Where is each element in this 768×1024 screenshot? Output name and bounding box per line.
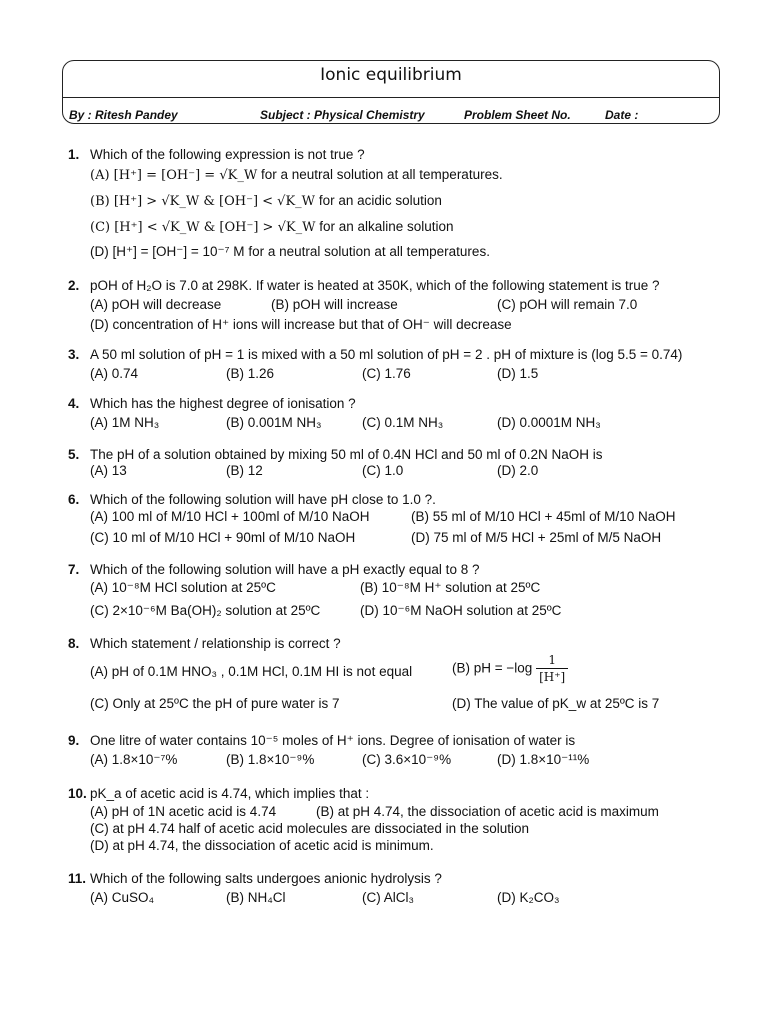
option-b (452, 652, 568, 685)
option-a: (A) CuSO₄ (90, 890, 155, 905)
question-number: 11. (68, 871, 87, 886)
option-d: (D) 75 ml of M/5 HCl + 25ml of M/5 NaOH (411, 530, 662, 545)
option-c: (C) at pH 4.74 half of acetic acid molecules are dissociated in the solution (90, 821, 529, 836)
option-c: (C) 3.6×10⁻⁹% (362, 752, 452, 767)
option-a: (A) 10⁻⁸M HCl solution at 25ºC (90, 580, 276, 595)
question-number: 10. (68, 786, 87, 801)
option-d: (D) 0.0001M NH₃ (497, 415, 601, 430)
option-desc: for a neutral solution at all temperatures. (248, 244, 490, 259)
option-a: (A) 0.74 (90, 366, 139, 381)
option-a: (A) pH of 0.1M HNO₃ , 0.1M HCl, 0.1M HI is not equal (90, 664, 413, 679)
option-d: (D) 1.8×10⁻¹¹% (497, 752, 590, 767)
option-b: (B) 1.8×10⁻⁹% (226, 752, 315, 767)
question-text: One litre of water contains 10⁻⁵ moles of H⁺ ions. Degree of ionisation of water is (90, 733, 576, 748)
option-c: (C) Only at 25ºC the pH of pure water is 7 (90, 696, 340, 711)
option-b (90, 191, 442, 212)
option-d: (D) concentration of H⁺ ions will increase but that of OH⁻ will decrease (90, 317, 512, 332)
option-label: (C) [H⁺] < √K_W & [OH⁻] > √K_W (90, 220, 316, 235)
question-text: pOH of H₂O is 7.0 at 298K. If water is heated at 350K, which of the following statement is true ? (90, 278, 660, 293)
option-c: (C) 10 ml of M/10 HCl + 90ml of M/10 NaOH (90, 530, 356, 545)
header-divider (63, 97, 719, 98)
option-a: (A) pOH will decrease (90, 297, 222, 312)
question-text: Which of the following expression is not true ? (90, 147, 365, 162)
option-a (90, 165, 503, 186)
option-c: (C) 1.76 (362, 366, 411, 381)
option-label: (A) [H⁺] = [OH⁻] = √K_W (90, 168, 258, 183)
question-text: Which of the following solution will have a pH exactly equal to 8 ? (90, 562, 480, 577)
question-text: Which has the highest degree of ionisation ? (90, 396, 356, 411)
option-label: (D) [H⁺] = [OH⁻] = 10⁻⁷ M (90, 244, 245, 259)
option-a: (A) 13 (90, 463, 127, 478)
question-text: Which of the following salts undergoes anionic hydrolysis ? (90, 871, 442, 886)
option-d: (D) at pH 4.74, the dissociation of acetic acid is minimum. (90, 838, 434, 853)
question-number: 5. (68, 447, 80, 462)
question-number: 6. (68, 492, 80, 507)
question-number: 1. (68, 147, 80, 162)
option-b: (B) 1.26 (226, 366, 275, 381)
option-c (90, 217, 454, 238)
option-a: (A) 1.8×10⁻⁷% (90, 752, 178, 767)
author-label: By : Ritesh Pandey (69, 108, 178, 122)
option-b: (B) at pH 4.74, the dissociation of acetic acid is maximum (316, 804, 659, 819)
fraction-denominator: [H⁺] (539, 670, 566, 684)
option-d: (D) 10⁻⁶M NaOH solution at 25ºC (360, 603, 562, 618)
option-b: (B) NH₄Cl (226, 890, 286, 905)
option-b: (B) 10⁻⁸M H⁺ solution at 25ºC (360, 580, 541, 595)
fraction (536, 652, 568, 685)
option-label: (B) [H⁺] > √K_W & [OH⁻] < √K_W (90, 194, 316, 209)
question-number: 9. (68, 733, 80, 748)
option-d: (D) 1.5 (497, 366, 539, 381)
option-a: (A) pH of 1N acetic acid is 4.74 (90, 804, 277, 819)
option-label: (B) pH = −log (452, 660, 533, 676)
option-d (90, 242, 490, 262)
option-d: (D) 2.0 (497, 463, 539, 478)
option-c: (C) 0.1M NH₃ (362, 415, 444, 430)
option-c: (C) 2×10⁻⁶M Ba(OH)₂ solution at 25ºC (90, 603, 321, 618)
question-number: 7. (68, 562, 80, 577)
question-number: 3. (68, 347, 80, 362)
question-text: Which statement / relationship is correct ? (90, 636, 341, 651)
question-text: The pH of a solution obtained by mixing 50 ml of 0.4N HCl and 50 ml of 0.2N NaOH is (90, 447, 603, 462)
option-b: (B) pOH will increase (271, 297, 398, 312)
header-box (62, 60, 720, 124)
question-text: A 50 ml solution of pH = 1 is mixed with a 50 ml solution of pH = 2 . pH of mixture is (log 5.5 = 0.74) (90, 347, 683, 362)
option-b: (B) 55 ml of M/10 HCl + 45ml of M/10 NaOH (411, 509, 676, 524)
question-text: Which of the following solution will have pH close to 1.0 ?. (90, 492, 436, 507)
question-text: pK_a of acetic acid is 4.74, which implies that : (90, 786, 370, 801)
option-d: (D) The value of pK_w at 25ºC is 7 (452, 696, 660, 711)
option-desc: for an acidic solution (318, 193, 442, 208)
option-b: (B) 12 (226, 463, 263, 478)
option-c: (C) 1.0 (362, 463, 404, 478)
question-number: 8. (68, 636, 80, 651)
option-a: (A) 1M NH₃ (90, 415, 160, 430)
option-desc: for a neutral solution at all temperatures. (260, 167, 503, 182)
sheet-label: Problem Sheet No. (464, 108, 571, 122)
fraction-numerator: 1 (536, 652, 568, 669)
question-number: 2. (68, 278, 80, 293)
option-c: (C) pOH will remain 7.0 (497, 297, 638, 312)
option-desc: for an alkaline solution (319, 219, 454, 234)
subject-label: Subject : Physical Chemistry (260, 108, 425, 122)
question-number: 4. (68, 396, 80, 411)
option-a: (A) 100 ml of M/10 HCl + 100ml of M/10 NaOH (90, 509, 370, 524)
option-b: (B) 0.001M NH₃ (226, 415, 322, 430)
date-label: Date : (605, 108, 639, 122)
option-c: (C) AlCl₃ (362, 890, 414, 905)
page-title: Ionic equilibrium (320, 65, 462, 85)
option-d: (D) K₂CO₃ (497, 890, 560, 905)
